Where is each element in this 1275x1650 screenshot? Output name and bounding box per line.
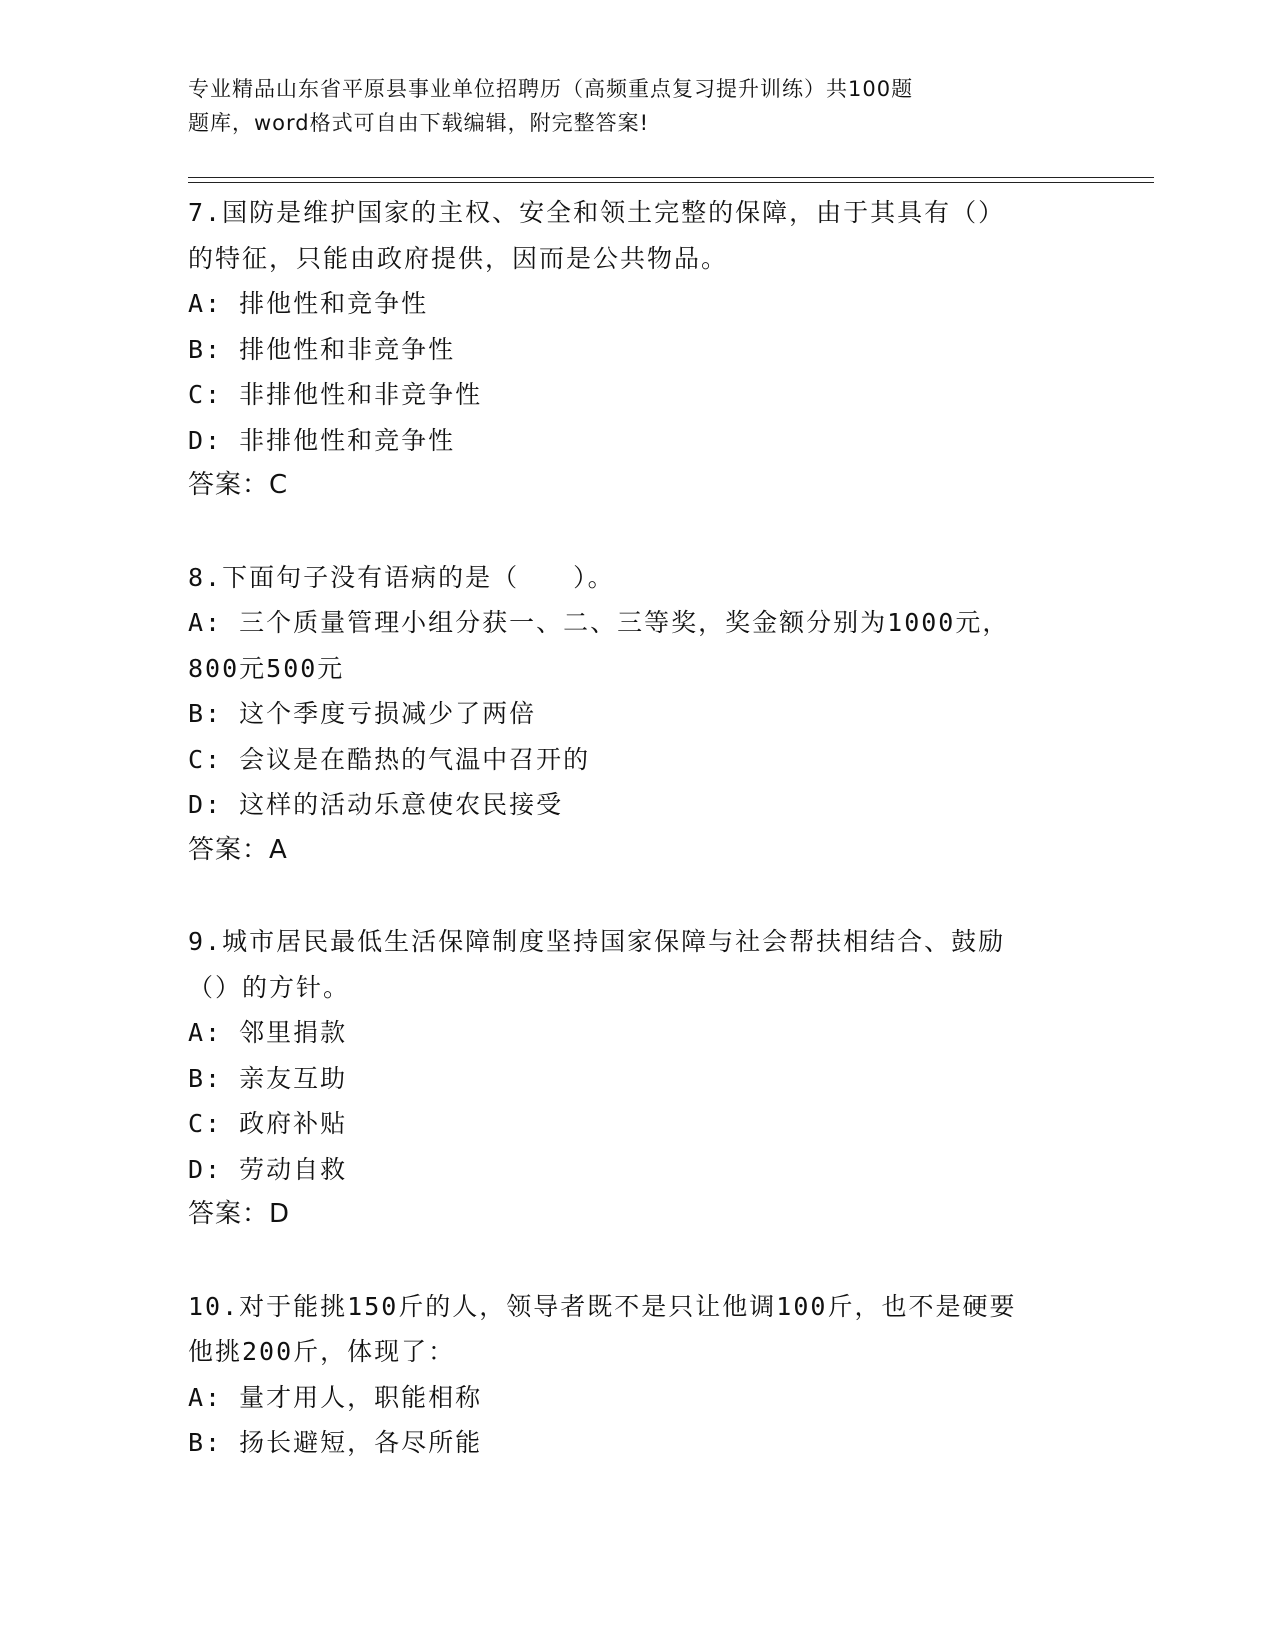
question-stem: 10.对于能挑150斤的人，领导者既不是只让他调100斤，也不是硬要 [188, 1291, 1017, 1321]
answer: 答案：D [188, 1199, 291, 1229]
option-c: C: 会议是在酷热的气温中召开的 [188, 744, 591, 774]
answer: 答案：C [188, 470, 289, 500]
header-divider-top [188, 177, 1154, 178]
question-stem: 8.下面句子没有语病的是（ ）。 [188, 562, 615, 592]
question-8 [188, 555, 1088, 874]
option-a-continued: 800元500元 [188, 653, 345, 683]
header-divider-bottom [188, 182, 1154, 183]
question-stem: 的特征，只能由政府提供，因而是公共物品。 [188, 243, 729, 273]
option-c: C: 政府补贴 [188, 1109, 348, 1138]
option-d: D: 劳动自救 [188, 1154, 348, 1184]
option-b: B: 这个季度亏损减少了两倍 [188, 699, 537, 728]
option-b: B: 排他性和非竞争性 [188, 334, 456, 364]
question-stem: 他挑200斤，体现了： [188, 1337, 456, 1366]
option-d: D: 这样的活动乐意使农民接受 [188, 790, 564, 819]
header-line-2: 题库，word格式可自由下载编辑，附完整答案! [188, 111, 650, 135]
question-stem: （）的方针。 [188, 972, 351, 1002]
option-a: A: 排他性和竞争性 [188, 289, 429, 318]
option-b: B: 扬长避短，各尽所能 [188, 1428, 483, 1457]
option-b: B: 亲友互助 [188, 1063, 348, 1093]
question-list [188, 190, 1088, 1512]
option-a: A: 量才用人，职能相称 [188, 1382, 483, 1412]
document-header [188, 72, 1048, 140]
option-d: D: 非排他性和竞争性 [188, 425, 456, 455]
header-line-1: 专业精品山东省平原县事业单位招聘历（高频重点复习提升训练）共100题 [188, 77, 914, 101]
option-a: A: 三个质量管理小组分获一、二、三等奖，奖金额分别为1000元， [188, 608, 1010, 637]
answer: 答案：A [188, 834, 288, 865]
question-9 [188, 919, 1088, 1238]
option-c: C: 非排他性和非竞争性 [188, 380, 483, 409]
question-stem: 9.城市居民最低生活保障制度坚持国家保障与社会帮扶相结合、鼓励 [188, 927, 1006, 956]
option-a: A: 邻里捐款 [188, 1018, 348, 1047]
question-stem: 7.国防是维护国家的主权、安全和领土完整的保障，由于其具有（） [188, 198, 1006, 227]
question-7 [188, 190, 1088, 509]
question-10 [188, 1284, 1088, 1466]
